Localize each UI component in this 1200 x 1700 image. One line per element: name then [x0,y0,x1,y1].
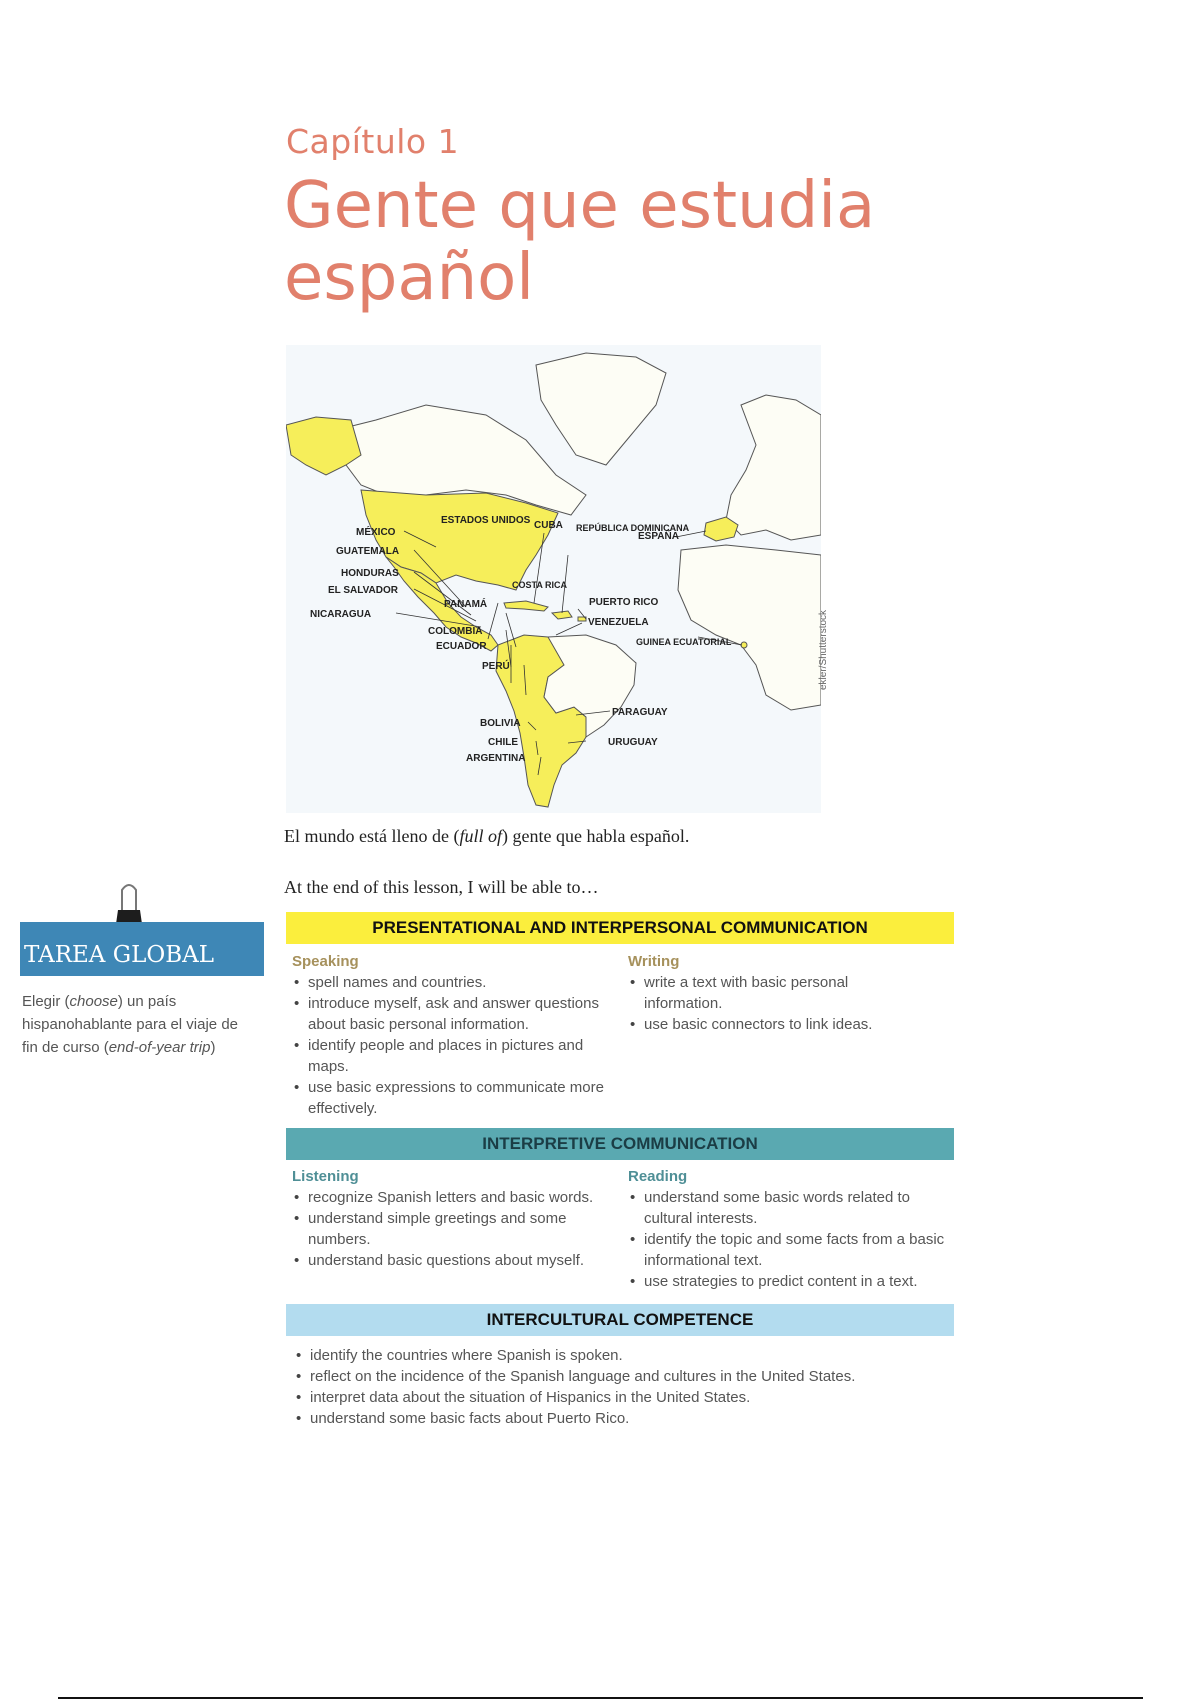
chapter-title: Gente que estudia español [284,169,876,315]
label-rep-dominicana: REPÚBLICA DOMINICANA [576,523,690,533]
map-cuba [504,601,548,611]
label-chile: CHILE [488,737,518,748]
label-puerto-rico: PUERTO RICO [589,597,659,608]
list-item: • identify the topic and some facts from a basic informational text. [628,1229,948,1271]
list-item: • reflect on the incidence of the Spanish language and cultures in the United States. [294,1366,954,1387]
label-argentina: ARGENTINA [466,753,526,764]
label-guatemala: GUATEMALA [336,546,400,557]
list-item: • understand some basic words related to cultural interests. [628,1187,948,1229]
tarea-global-label: TAREA GLOBAL [24,942,215,968]
label-venezuela: VENEZUELA [588,617,649,628]
map-illustration [286,345,821,813]
map-greenland [536,353,666,465]
intercultural-list [294,1345,954,1429]
photo-credit: ekler/Shutterstock [818,609,829,690]
world-map [286,345,821,813]
label-guinea: GUINEA ECUATORIAL [636,637,732,647]
lesson-intro: At the end of this lesson, I will be able to… [284,877,599,897]
reading-list [628,1187,948,1292]
label-uruguay: URUGUAY [608,737,658,748]
listening-list [292,1187,610,1271]
list-item: • use strategies to predict content in a text. [628,1271,948,1292]
label-nicaragua: NICARAGUA [310,609,372,620]
speaking-column [292,953,622,1119]
intercultural-column [294,1345,954,1429]
label-peru: PERÚ [482,661,510,672]
label-honduras: HONDURAS [341,568,399,579]
label-paraguay: PARAGUAY [612,707,668,718]
listening-heading: Listening [292,1168,359,1185]
label-cuba: CUBA [534,520,563,531]
writing-column [628,953,918,1035]
chapter-label: Capítulo 1 [286,122,460,161]
speaking-list [292,972,622,1119]
map-europe [726,395,821,540]
list-item: • identify people and places in pictures and maps. [292,1035,622,1077]
listening-column [292,1168,610,1271]
speaking-heading: Speaking [292,953,359,970]
writing-list [628,972,918,1035]
bottom-rule [58,1697,1143,1699]
label-colombia: COLOMBIA [428,626,483,637]
section-header-interpretive: INTERPRETIVE COMMUNICATION [286,1128,954,1160]
list-item: • identify the countries where Spanish is spoken. [294,1345,954,1366]
label-mexico: MÉXICO [356,527,396,538]
label-el-salvador: EL SALVADOR [328,585,399,596]
banner-scallop [20,916,264,928]
label-eeuu: ESTADOS UNIDOS [441,515,531,526]
label-costa-rica: COSTA RICA [512,580,567,590]
list-item: • spell names and countries. [292,972,622,993]
map-caption: El mundo está lleno de (full of) gente que habla español. [284,826,690,846]
map-africa [678,545,821,710]
list-item: • understand basic questions about myself. [292,1250,610,1271]
list-item: • understand simple greetings and some numbers. [292,1208,610,1250]
tarea-global-banner [20,922,264,976]
label-bolivia: BOLIVIA [480,718,521,729]
list-item: • use basic expressions to communicate more effectively. [292,1077,622,1119]
label-espana: ESPAÑA [638,531,679,542]
reading-heading: Reading [628,1168,688,1185]
tarea-global-text: Elegir (choose) un país hispanohablante para el viaje de fin de curso (end-of-year trip) [22,993,238,1056]
label-ecuador: ECUADOR [436,641,487,652]
list-item: • write a text with basic personal information. [628,972,918,1014]
list-item: • use basic connectors to link ideas. [628,1014,918,1035]
list-item: • recognize Spanish letters and basic words. [292,1187,610,1208]
list-item: • interpret data about the situation of Hispanics in the United States. [294,1387,954,1408]
label-panama: PANAMÁ [444,599,488,610]
section-header-intercultural: INTERCULTURAL COMPETENCE [286,1304,954,1336]
reading-column [628,1168,948,1292]
writing-heading: Writing [628,953,680,970]
section-header-presentational: PRESENTATIONAL AND INTERPERSONAL COMMUNICATION [286,912,954,944]
list-item: • introduce myself, ask and answer questions about basic personal information. [292,993,622,1035]
list-item: • understand some basic facts about Puerto Rico. [294,1408,954,1429]
